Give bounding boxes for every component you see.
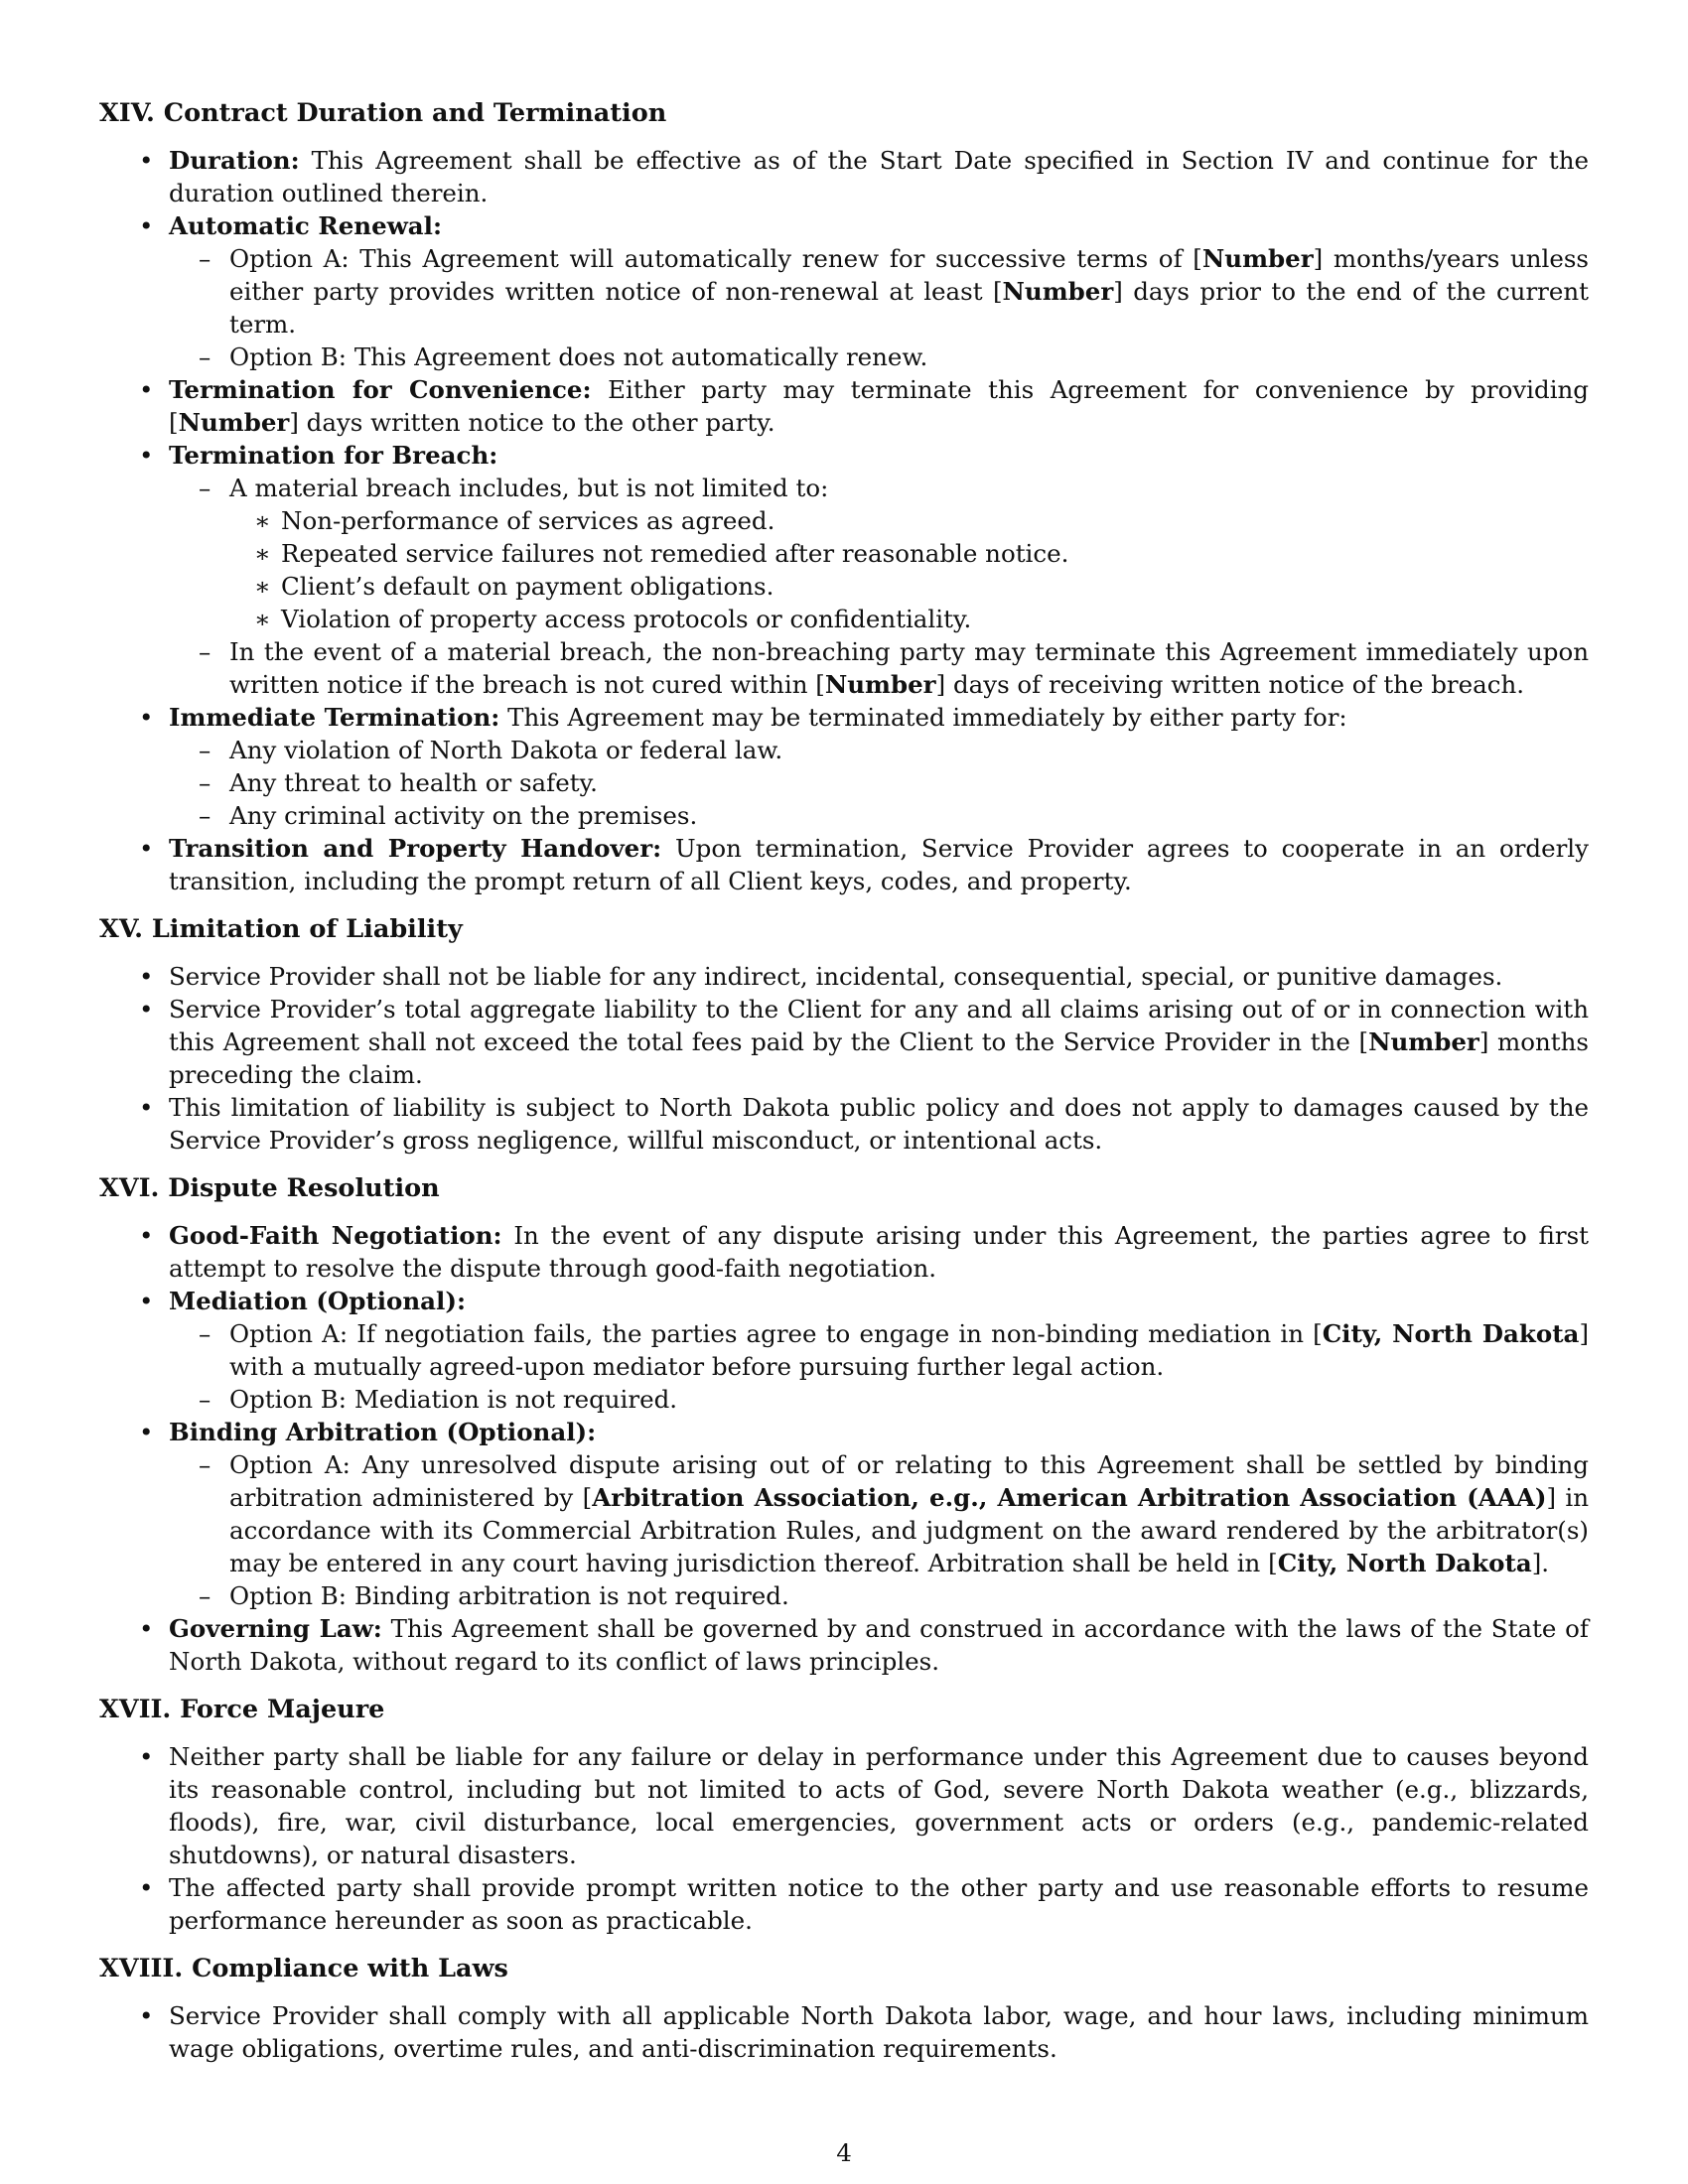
placeholder-number: Number	[178, 408, 290, 437]
clause-text: ] months/years unless either party provides written notice of non-renewal at least [	[229, 244, 1589, 306]
clause-text: ] days written notice to the other party.	[289, 408, 775, 437]
list-item-duration	[99, 144, 1589, 209]
list-item: • Neither party shall be liable for any failure or delay in performance under this Agreement due to causes beyond its reasonable control, including but not limited to acts of God, severe North Dakota weather (e.g., blizzards, floods), fire, war, civil disturbance, local emergencies, government acts or orders (e.g., pandemic-related shutdowns), or natural disasters.	[99, 1740, 1589, 1871]
section-heading-xv: XV. Limitation of Liability	[99, 914, 463, 944]
list-item: • The affected party shall provide prompt written notice to the other party and use reasonable efforts to resume performance hereunder as soon as practicable.	[99, 1871, 1589, 1937]
list-item-governing-law	[99, 1612, 1589, 1678]
mediation-option-a	[169, 1317, 1589, 1383]
list-item-transition	[99, 832, 1589, 897]
list-item	[99, 993, 1589, 1091]
term-label: Binding Arbitration (Optional):	[169, 1418, 597, 1446]
clause-text: ] days of receiving written notice of the breach.	[935, 670, 1525, 699]
page-number: 4	[836, 2138, 852, 2167]
section-heading-xviii: XVIII. Compliance with Laws	[99, 1954, 508, 1983]
renewal-options	[169, 242, 1589, 373]
section-heading-xvi: XVI. Dispute Resolution	[99, 1173, 440, 1203]
clause-text: ] in accordance with its Commercial Arbitration Rules, and judgment on the award rendered by the arbitrator(s) may be entered in any court having jurisdiction thereof. Arbitration shall be held in [	[229, 1483, 1589, 1577]
section-xiv-list	[99, 144, 1589, 897]
clause-text: This Agreement shall be governed by and construed in accordance with the laws of the State of North Dakota, without regard to its conflict of laws principles.	[169, 1614, 1589, 1676]
term-label: Mediation (Optional):	[169, 1287, 466, 1315]
placeholder-city: City, North Dakota	[1277, 1549, 1532, 1577]
list-item: • This limitation of liability is subject to North Dakota public policy and does not apply to damages caused by the Service Provider’s gross negligence, willful misconduct, or intentional acts.	[99, 1091, 1589, 1157]
placeholder-number: Number	[824, 670, 936, 699]
section-xv-list	[99, 960, 1589, 1157]
clause-text: Either party may terminate this Agreement for convenience by providing [	[169, 375, 1589, 437]
mediation-option-b: – Option B: Mediation is not required.	[169, 1383, 1589, 1416]
mediation-options	[169, 1317, 1589, 1416]
list-item: • Service Provider shall comply with all applicable North Dakota labor, wage, and hour laws, including minimum wage obligations, overtime rules, and anti-discrimination requirements.	[99, 1999, 1589, 2065]
placeholder-number: Number	[1002, 277, 1114, 306]
placeholder-number: Number	[1368, 1027, 1479, 1056]
placeholder-city: City, North Dakota	[1322, 1319, 1580, 1348]
term-label: Automatic Renewal:	[169, 211, 443, 240]
breach-example: ∗ Client’s default on payment obligations.	[229, 570, 1589, 603]
clause-text: In the event of any dispute arising under this Agreement, the parties agree to first attempt to resolve the dispute through good-faith negotiation.	[169, 1221, 1589, 1283]
clause-text: ] with a mutually agreed-upon mediator before pursuing further legal action.	[229, 1319, 1589, 1381]
arbitration-option-b: – Option B: Binding arbitration is not required.	[169, 1579, 1589, 1612]
renewal-option-a	[169, 242, 1589, 341]
immediate-ground: – Any threat to health or safety.	[169, 766, 1589, 799]
placeholder-number: Number	[1201, 244, 1314, 273]
term-label: Transition and Property Handover:	[169, 834, 662, 863]
list-item-termination-breach	[99, 439, 1589, 701]
list-item-arbitration	[99, 1416, 1589, 1612]
clause-text: This Agreement shall be effective as of the Start Date specified in Section IV and continue for the duration outlined therein.	[169, 146, 1589, 207]
section-xvi-list	[99, 1219, 1589, 1678]
term-label: Duration:	[169, 146, 300, 175]
term-label: Good-Faith Negotiation:	[169, 1221, 502, 1250]
clause-text: In the event of a material breach, the non-breaching party may terminate this Agreement immediately upon written notice if the breach is not cured within [	[229, 637, 1589, 699]
clause-text: Option A: If negotiation fails, the parties agree to engage in non-binding mediation in [	[229, 1319, 1323, 1348]
immediate-ground: – Any criminal activity on the premises.	[169, 799, 1589, 832]
list-item-immediate-termination	[99, 701, 1589, 832]
clause-text: ] days prior to the end of the current term.	[229, 277, 1589, 339]
breach-cure-clause	[169, 635, 1589, 701]
clause-text: ].	[1531, 1549, 1550, 1577]
immediate-grounds	[169, 734, 1589, 832]
document-body	[99, 97, 1589, 2081]
term-label: Governing Law:	[169, 1614, 382, 1643]
list-item-negotiation	[99, 1219, 1589, 1285]
clause-text: Upon termination, Service Provider agrees to cooperate in an orderly transition, including the prompt return of all Client keys, codes, and property.	[169, 834, 1589, 895]
placeholder-association: Arbitration Association, e.g., American Arbitration Association (AAA)	[592, 1483, 1547, 1512]
breach-example: ∗ Non-performance of services as agreed.	[229, 504, 1589, 537]
breach-examples	[229, 504, 1589, 635]
arbitration-options	[169, 1448, 1589, 1612]
renewal-option-b: – Option B: This Agreement does not automatically renew.	[169, 341, 1589, 373]
section-xviii-list	[99, 1999, 1589, 2065]
list-item-termination-convenience	[99, 373, 1589, 439]
clause-text: A material breach includes, but is not limited to:	[229, 474, 829, 502]
list-item: • Service Provider shall not be liable for any indirect, incidental, consequential, special, or punitive damages.	[99, 960, 1589, 993]
clause-text: Option A: This Agreement will automatically renew for successive terms of [	[229, 244, 1202, 273]
clause-text: Service Provider’s total aggregate liability to the Client for any and all claims arising out of or in connection with this Agreement shall not exceed the total fees paid by the Client to the Service Provider in the [	[169, 995, 1589, 1056]
breach-sublist	[169, 472, 1589, 701]
clause-text: Option A: Any unresolved dispute arising out of or relating to this Agreement shall be settled by binding arbitration administered by [	[229, 1450, 1589, 1512]
section-xvii-list	[99, 1740, 1589, 1937]
term-label: Termination for Convenience:	[169, 375, 592, 404]
arbitration-option-a	[169, 1448, 1589, 1579]
immediate-ground: – Any violation of North Dakota or federal law.	[169, 734, 1589, 766]
list-item-mediation	[99, 1285, 1589, 1416]
section-heading-xvii: XVII. Force Majeure	[99, 1695, 385, 1724]
breach-definition	[169, 472, 1589, 635]
clause-text: ] months preceding the claim.	[169, 1027, 1589, 1089]
breach-example: ∗ Repeated service failures not remedied after reasonable notice.	[229, 537, 1589, 570]
term-label: Immediate Termination:	[169, 703, 500, 732]
list-item-automatic-renewal	[99, 209, 1589, 373]
clause-text: This Agreement may be terminated immediately by either party for:	[499, 703, 1347, 732]
breach-example: ∗ Violation of property access protocols or confidentiality.	[229, 603, 1589, 635]
section-heading-xiv: XIV. Contract Duration and Termination	[99, 98, 667, 128]
term-label: Termination for Breach:	[169, 441, 498, 470]
